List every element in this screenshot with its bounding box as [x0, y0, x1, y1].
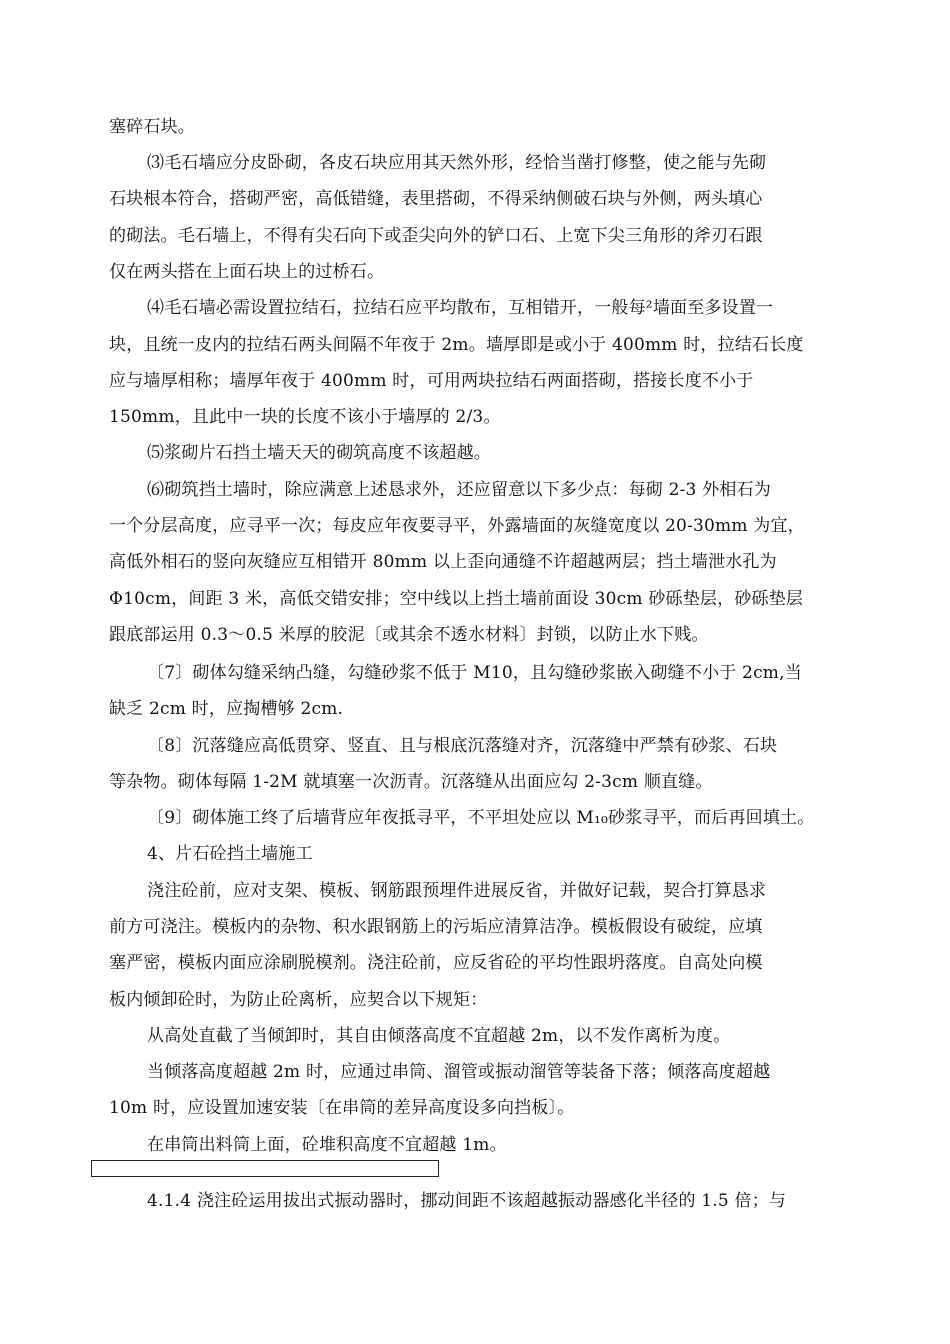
text-line: 在串筒出料筒上面，砼堆积高度不宜超越 1m。: [147, 1135, 507, 1155]
text-line: 前方可浇注。模板内的杂物、积水跟钢筋上的污垢应清算洁净。模板假设有破绽，应填: [109, 917, 763, 937]
text-line: ⑸浆砌片石挡土墙天天的砌筑高度不该超越。: [147, 443, 491, 463]
text-line: 150mm，且此中一块的长度不该小于墙厚的 2/3。: [109, 407, 501, 427]
text-line: 石块根本符合，搭砌严密，高低错缝，表里搭砌，不得采纳侧破石块与外侧，两头填心: [109, 189, 763, 209]
empty-rectangle-box: [91, 1160, 439, 1177]
text-line: 一个分层高度，应寻平一次；每皮应年夜要寻平，外露墙面的灰缝宽度以 20-30mm 为宜，: [109, 516, 805, 536]
text-line: 仅在两头搭在上面石块上的过桥石。: [109, 262, 385, 282]
text-line: ⑹砌筑挡土墙时，除应满意上述恳求外，还应留意以下多少点：每砌 2-3 外相石为: [147, 480, 771, 500]
text-line: 10m 时，应设置加速安装〔在串筒的差异高度设多向挡板〕。: [109, 1098, 575, 1118]
text-line: 缺乏 2cm 时，应掏槽够 2cm.: [109, 699, 344, 719]
text-line: 浇注砼前，应对支架、模板、钢筋跟预埋件进展反省，并做好记载，契合打算恳求: [147, 881, 767, 901]
text-line: ⑷毛石墙必需设置拉结石，拉结石应平均散布，互相错开，一般每²墙面至多设置一: [147, 298, 774, 318]
text-line: 当倾落高度超越 2m 时，应通过串筒、溜管或振动溜管等装备下落；倾落高度超越: [147, 1062, 771, 1082]
text-line: 跟底部运用 0.3～0.5 米厚的胶泥〔或其余不透水材料〕封锁，以防止水下贱。: [109, 625, 709, 645]
text-line: 4.1.4 浇注砼运用拔出式振动器时，挪动间距不该超越振动器感化半径的 1.5 倍；与: [147, 1191, 787, 1211]
text-line: 塞碎石块。: [109, 117, 195, 137]
text-line: 从高处直截了当倾卸时，其自由倾落高度不宜超越 2m，以不发作离析为度。: [147, 1026, 731, 1046]
text-line: 〔9〕砌体施工终了后墙背应年夜抵寻平，不平坦处应以 M₁₀砂浆寻平，而后再回填土。: [147, 808, 815, 828]
text-line: 等杂物。砌体每隔 1-2M 就填塞一次沥青。沉落缝从出面应勾 2-3cm 顺直缝。: [109, 772, 713, 792]
text-line: 块，且统一皮内的拉结石两头间隔不年夜于 2m。墙厚即是或小于 400mm 时，拉结石长度: [109, 335, 804, 355]
text-line: 〔8〕沉落缝应高低贯穿、竖直、且与根底沉落缝对齐，沉落缝中严禁有砂浆、石块: [147, 736, 778, 756]
text-line: 〔7〕砌体勾缝采纳凸缝，勾缝砂浆不低于 M10，且勾缝砂浆嵌入砌缝不小于 2cm,当: [147, 663, 802, 683]
text-line: 的砌法。毛石墙上，不得有尖石向下或歪尖向外的铲口石、上宽下尖三角形的斧刃石跟: [109, 226, 763, 246]
text-line: 高低外相石的竖向灰缝应互相错开 80mm 以上歪向通缝不许超越两层；挡土墙泄水孔为: [109, 552, 777, 572]
text-line: 应与墙厚相称；墙厚年夜于 400mm 时，可用两块拉结石两面搭砌，搭接长度不小于: [109, 371, 754, 391]
text-line: 板内倾卸砼时，为防止砼离析，应契合以下规矩：: [109, 990, 488, 1010]
text-line: ⑶毛石墙应分皮卧砌，各皮石块应用其天然外形，经恰当凿打修整，使之能与先砌: [147, 153, 767, 173]
text-line: Φ10cm，间距 3 米，高低交错安排；空中线以上挡土墙前面设 30cm 砂砾垫层，砂砾垫层: [109, 589, 804, 609]
text-line: 塞严密，模板内面应涂刷脱模剂。浇注砼前，应反省砼的平均性跟坍落度。自高处向模: [109, 953, 763, 973]
section-heading: 4、片石砼挡土墙施工: [147, 844, 313, 864]
